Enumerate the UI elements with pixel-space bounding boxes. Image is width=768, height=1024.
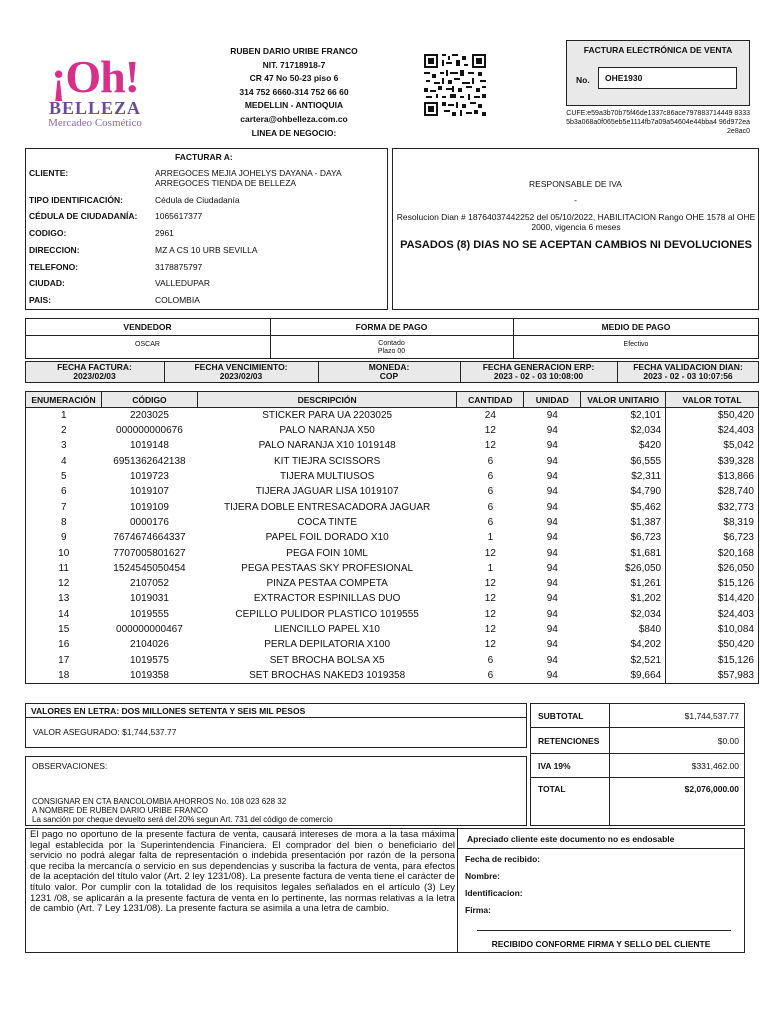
product-description: CEPILLO PULIDOR PLASTICO 1019555 (235, 608, 419, 620)
client-name-label: CLIENTE: (29, 168, 69, 178)
quantity: 24 (484, 410, 496, 421)
signature-label: Firma: (465, 905, 491, 915)
amount-in-words: VALORES EN LETRA: DOS MILLONES SETENTA Y SEIS MIL PESOS (25, 703, 527, 718)
column-header: CANTIDAD (457, 392, 524, 408)
city: VALLEDUPAR (155, 278, 210, 288)
currency-value: COP (379, 371, 399, 381)
product-description: STICKER PARA UA 2203025 (262, 410, 393, 421)
qr-code-icon (422, 52, 488, 118)
logo-brand: BELLEZA (48, 98, 142, 118)
unit-price: $9,664 (581, 668, 666, 684)
non-endorsable-note: Apreciado cliente este documento no es endosable (457, 828, 745, 849)
observations-title: OBSERVACIONES: (32, 761, 108, 771)
unit-price: $4,202 (630, 639, 662, 651)
invoice-date-label: FECHA FACTURA: (57, 362, 132, 372)
seller: OSCAR (135, 341, 160, 348)
account-holder-note: A NOMBRE DE RUBEN DARIO URIBE FRANCO (32, 806, 209, 815)
retentions-label: RETENCIONES (530, 728, 610, 754)
product-code: 1019148 (129, 440, 169, 452)
unit-price: $2,521 (630, 654, 662, 666)
company-logo (36, 51, 154, 130)
company-email: cartera@ohbelleza.com.co (240, 113, 348, 124)
unit: 94 (546, 532, 558, 544)
unit: 94 (546, 471, 558, 483)
unit: 94 (546, 516, 558, 528)
unit-price: $2,034 (630, 425, 662, 437)
table-row (26, 530, 759, 545)
unit-price: $5,462 (630, 501, 662, 513)
client-name: ARREGOCES MEJIA JOHELYS DAYANA - DAYA ARREGOCES TIENDA DE BELLEZA (155, 168, 342, 188)
id-number: 1065617377 (155, 211, 203, 221)
phone-label: TELEFONO: (29, 262, 79, 272)
unit-price: $1,387 (630, 516, 662, 528)
address-label: DIRECCION: (29, 245, 80, 255)
signature-line (477, 930, 731, 931)
row-number: 14 (26, 607, 102, 622)
row-number: 1 (26, 408, 102, 424)
table-row (26, 622, 759, 637)
unit-price: $6,723 (630, 532, 662, 544)
column-header: VALOR UNITARIO (581, 392, 666, 408)
row-number: 12 (26, 576, 102, 591)
table-row (26, 438, 759, 453)
line-total: $57,983 (666, 668, 759, 684)
line-total: $15,126 (666, 652, 759, 667)
company-info (214, 45, 374, 140)
tax-regime: RESPONSABLE DE IVA (529, 179, 622, 189)
logo-tagline: Mercadeo Cosmético (48, 117, 142, 129)
unit-price: $2,101 (630, 410, 662, 421)
quantity: 1 (487, 562, 494, 574)
quantity: 12 (484, 578, 496, 590)
row-number: 13 (26, 591, 102, 606)
payment-form: Contado (378, 340, 405, 347)
invoice-date (25, 361, 164, 383)
id-type: Cédula de Ciudadanía (155, 195, 240, 205)
line-total: $13,866 (666, 469, 759, 484)
bill-to-title: FACTURAR A: (175, 152, 233, 162)
quantity: 6 (487, 486, 494, 498)
product-code: 1019107 (129, 486, 169, 498)
receipt-footer: RECIBIDO CONFORME FIRMA Y SELLO DEL CLIENTE (491, 939, 711, 949)
id-number-label: CÉDULA DE CIUDADANÍA: (29, 211, 138, 221)
quantity: 12 (484, 639, 496, 651)
receiver-name-label: Nombre: (465, 871, 500, 881)
payment-form-label: FORMA DE PAGO (355, 322, 428, 332)
receiver-id-label: Identificacion: (465, 888, 523, 898)
iva-value: $331,462.00 (610, 754, 745, 778)
unit-price: $2,034 (630, 608, 662, 620)
product-description: KIT TIEJRA SCISSORS (273, 455, 381, 467)
line-total: $15,126 (666, 576, 759, 591)
unit-price: $1,202 (630, 593, 662, 605)
invoice-title: FACTURA ELECTRÓNICA DE VENTA (583, 45, 733, 55)
table-row (26, 637, 759, 652)
country: COLOMBIA (155, 295, 200, 305)
product-code: 6951362642138 (113, 455, 186, 467)
table-row (26, 668, 759, 684)
product-description: LIENCILLO PAPEL X10 (274, 624, 380, 635)
line-total: $50,420 (666, 637, 759, 652)
product-description: PALO NARANJA X50 (279, 425, 375, 437)
quantity: 1 (487, 532, 494, 544)
row-number: 3 (26, 438, 102, 453)
observations-body (32, 797, 512, 824)
row-number: 16 (26, 637, 102, 652)
dian-resolution: Resolucion Dian # 18764037442252 del 05/10/2022, HABILITACION Rango OHE 1578 al OHE 2000, vigencia 6 meses (396, 212, 756, 232)
product-code: 1019358 (101, 668, 197, 684)
table-row (26, 576, 759, 591)
line-total: $5,042 (666, 438, 759, 453)
dian-date-value: 2023 - 02 - 03 10:07:56 (643, 371, 733, 381)
product-code: 000000000676 (116, 425, 183, 437)
phone: 3178875797 (155, 262, 203, 272)
row-number: 8 (26, 515, 102, 530)
table-row (26, 469, 759, 484)
received-date-label: Fecha de recibido: (465, 854, 541, 864)
product-description: PALO NARANJA X10 1019148 (258, 440, 396, 452)
column-header: CÓDIGO (101, 392, 197, 408)
row-number: 18 (26, 668, 102, 684)
city-label: CIUDAD: (29, 278, 65, 288)
seller-label: VENDEDOR (123, 322, 172, 332)
quantity: 6 (487, 654, 494, 666)
unit-price: $4,790 (630, 486, 662, 498)
table-row (26, 652, 759, 667)
dian-date-label: FECHA VALIDACION DIAN: (633, 362, 743, 372)
company-city: MEDELLIN - ANTIOQUIA (244, 100, 344, 111)
country-label: PAIS: (29, 295, 52, 305)
table-row (26, 515, 759, 530)
table-body (26, 408, 759, 684)
line-total: $32,773 (666, 499, 759, 514)
product-description: PAPEL FOIL DORADO X10 (265, 532, 389, 544)
erp-date (460, 361, 617, 383)
unit-price: $840 (638, 624, 662, 635)
row-number: 15 (26, 622, 102, 637)
product-code: 1019575 (129, 654, 169, 666)
due-date (164, 361, 318, 383)
product-description: TIJERA DOBLE ENTRESACADORA JAGUAR (224, 501, 431, 513)
returns-notice: PASADOS (8) DIAS NO SE ACEPTAN CAMBIOS NI DEVOLUCIONES (400, 239, 752, 251)
product-description: TIJERA MULTIUSOS (280, 471, 375, 483)
unit: 94 (546, 410, 558, 421)
product-description: PINZA PESTAA COMPETA (266, 578, 388, 590)
invoice-number: OHE1930 (598, 67, 737, 89)
iva-label: IVA 19% (530, 754, 610, 778)
currency-label: MONEDA: (368, 362, 410, 372)
product-description: SET BROCHAS NAKED3 1019358 (197, 668, 457, 684)
row-number: 7 (26, 499, 102, 514)
column-header: ENUMERACIÓN (26, 392, 102, 408)
subtotal-label: SUBTOTAL (530, 703, 610, 728)
column-header: DESCRIPCIÓN (197, 392, 457, 408)
unit: 94 (546, 440, 558, 452)
product-description: PEGA FOIN 10ML (286, 547, 368, 559)
due-date-label: FECHA VENCIMIENTO: (194, 362, 288, 372)
line-total: $39,328 (666, 454, 759, 469)
unit: 94 (546, 562, 558, 574)
quantity: 12 (484, 593, 496, 605)
product-description: TIJERA JAGUAR LISA 1019107 (255, 486, 399, 498)
erp-date-value: 2023 - 02 - 03 10:08:00 (493, 371, 584, 381)
check-penalty-note: La sanción por cheque devuelto será del 20% segun Art. 731 del código de comercio (32, 815, 333, 824)
unit: 94 (546, 455, 558, 467)
product-description: PEGA PESTAAS SKY PROFESIONAL (241, 562, 414, 574)
dian-date (617, 361, 759, 383)
insured-value: VALOR ASEGURADO: $1,744,537.77 (25, 718, 527, 748)
unit: 94 (546, 593, 558, 605)
quantity: 12 (484, 440, 496, 452)
unit: 94 (546, 639, 558, 651)
unit-price: $1,261 (630, 578, 662, 590)
line-total: $6,723 (666, 530, 759, 545)
product-code: 1019723 (129, 471, 169, 483)
quantity: 6 (487, 501, 494, 513)
table-row (26, 423, 759, 438)
line-total: $8,319 (666, 515, 759, 530)
product-code: 000000000467 (116, 624, 183, 635)
unit: 94 (546, 425, 558, 437)
tax-regime-note: - (574, 195, 577, 205)
row-number: 17 (26, 652, 102, 667)
product-code: 2203025 (129, 410, 169, 421)
bank-account-note: CONSIGNAR EN CTA BANCOLOMBIA AHORROS No. 108 023 628 32 (32, 797, 287, 806)
unit: 94 (546, 547, 558, 559)
product-code: 1524545050454 (113, 562, 186, 574)
table-row (26, 454, 759, 469)
quantity: 6 (487, 455, 494, 467)
legal-text: El pago no oportuno de la presente factura de venta, causará intereses de mora a la tasa máxima legal establecida por la Superintendencia Financiera. El comprador del bien o beneficiario del servicio no podrá alegar falta de representación o indebida presentación por razón de la persona que reciba la mercancía o servicio en sus dependencias y suscriba la factura de venta, para efectos de la aceptación del título valor (Art. 2 ley 1231/08). La presente factura de venta tiene el carácter de título valor. Por cumplir con la totalidad de los requisitos legales señalados en el artículo (3) Ley 1231 /08, se aplicarán a la presente factura de venta en lo pertinente, las normas relativas a la letra de cambio (Art. 7 Ley 1231/08). La presente factura se asimila a una letra de cambio. (30, 829, 455, 915)
erp-date-label: FECHA GENERACION ERP: (482, 362, 595, 372)
product-description: SET BROCHA BOLSA X5 (269, 654, 385, 666)
company-phone: 314 752 6660-314 752 66 60 (239, 86, 349, 97)
company-name: RUBEN DARIO URIBE FRANCO (230, 46, 358, 56)
unit: 94 (546, 608, 558, 620)
client-code: 2961 (155, 228, 174, 238)
quantity: 6 (487, 516, 494, 528)
line-total: $26,050 (666, 561, 759, 576)
unit: 94 (546, 501, 558, 513)
unit: 94 (546, 486, 558, 498)
retentions-value: $0.00 (610, 728, 745, 754)
product-code: 1019109 (129, 501, 169, 513)
row-number: 10 (26, 545, 102, 560)
payment-method: Efectivo (623, 341, 649, 348)
product-code: 1019555 (129, 608, 169, 620)
unit-price: $420 (638, 440, 662, 452)
id-type-label: TIPO IDENTIFICACIÓN: (29, 195, 123, 205)
line-total: $28,740 (666, 484, 759, 499)
row-number: 4 (26, 454, 102, 469)
row-number: 5 (26, 469, 102, 484)
total-label: TOTAL (530, 778, 610, 826)
quantity: 12 (484, 624, 496, 635)
divider (25, 335, 759, 336)
quantity: 12 (484, 425, 496, 437)
line-total: $10,084 (666, 622, 759, 637)
unit: 94 (524, 668, 581, 684)
total-value: $2,076,000.00 (610, 778, 745, 826)
product-description: COCA TINTE (297, 516, 358, 528)
table-row (26, 499, 759, 514)
product-description: EXTRACTOR ESPINILLAS DUO (253, 593, 401, 605)
table-row (26, 484, 759, 499)
unit-price: $26,050 (624, 562, 662, 574)
product-code: 2107052 (129, 578, 169, 590)
product-code: 7674674664337 (113, 532, 186, 544)
quantity: 12 (484, 547, 496, 559)
table-row (26, 591, 759, 606)
address: MZ A CS 10 URB SEVILLA (155, 245, 258, 255)
unit-price: $1,681 (630, 547, 662, 559)
table-row (26, 408, 759, 424)
line-total: $50,420 (666, 408, 759, 424)
quantity: 12 (484, 608, 496, 620)
due-date-value: 2023/02/03 (219, 371, 263, 381)
column-header: UNIDAD (524, 392, 581, 408)
product-code: 2104026 (129, 639, 169, 651)
invoice-number-box (566, 40, 750, 106)
unit: 94 (546, 578, 558, 590)
quantity: 6 (457, 668, 524, 684)
product-code: 0000176 (129, 516, 169, 528)
unit-price: $6,555 (630, 455, 662, 467)
column-header: VALOR TOTAL (666, 392, 759, 408)
table-row (26, 607, 759, 622)
payment-method-label: MEDIO DE PAGO (601, 322, 671, 332)
row-number: 9 (26, 530, 102, 545)
line-total: $24,403 (666, 607, 759, 622)
row-number: 2 (26, 423, 102, 438)
items-table (25, 391, 759, 684)
client-code-label: CODIGO: (29, 228, 67, 238)
product-description: PERLA DEPILATORIA X100 (264, 639, 391, 651)
line-total: $14,420 (666, 591, 759, 606)
payment-term: Plazo 00 (377, 348, 406, 355)
unit: 94 (546, 624, 558, 635)
row-number: 11 (26, 561, 102, 576)
quantity: 6 (487, 471, 494, 483)
company-nit: NIT. 71718918-7 (262, 59, 326, 70)
unit: 94 (546, 654, 558, 666)
subtotal-value: $1,744,537.77 (610, 703, 745, 728)
logo-mark: ¡Oh! (51, 51, 139, 102)
line-total: $20,168 (666, 545, 759, 560)
table-header-row (26, 392, 759, 408)
currency (318, 361, 460, 383)
product-code: 1019031 (129, 593, 169, 605)
line-total: $24,403 (666, 423, 759, 438)
cufe-code: CUFE:e59a3b70b75f46de1337c86ace797883714449 83335b3a068a0f065eb5e1114fb7a09a54604e44bba4 96d972ea2e8ac0 (566, 110, 750, 135)
company-business-line: LINEA DE NEGOCIO: (251, 127, 337, 138)
invoice-date-value: 2023/02/03 (73, 371, 116, 381)
table-row (26, 561, 759, 576)
table-row (26, 545, 759, 560)
company-address: CR 47 No 50-23 piso 6 (249, 73, 339, 84)
unit-price: $2,311 (631, 471, 662, 483)
row-number: 6 (26, 484, 102, 499)
product-code: 7707005801627 (113, 547, 186, 559)
invoice-number-label: No. (576, 75, 590, 85)
